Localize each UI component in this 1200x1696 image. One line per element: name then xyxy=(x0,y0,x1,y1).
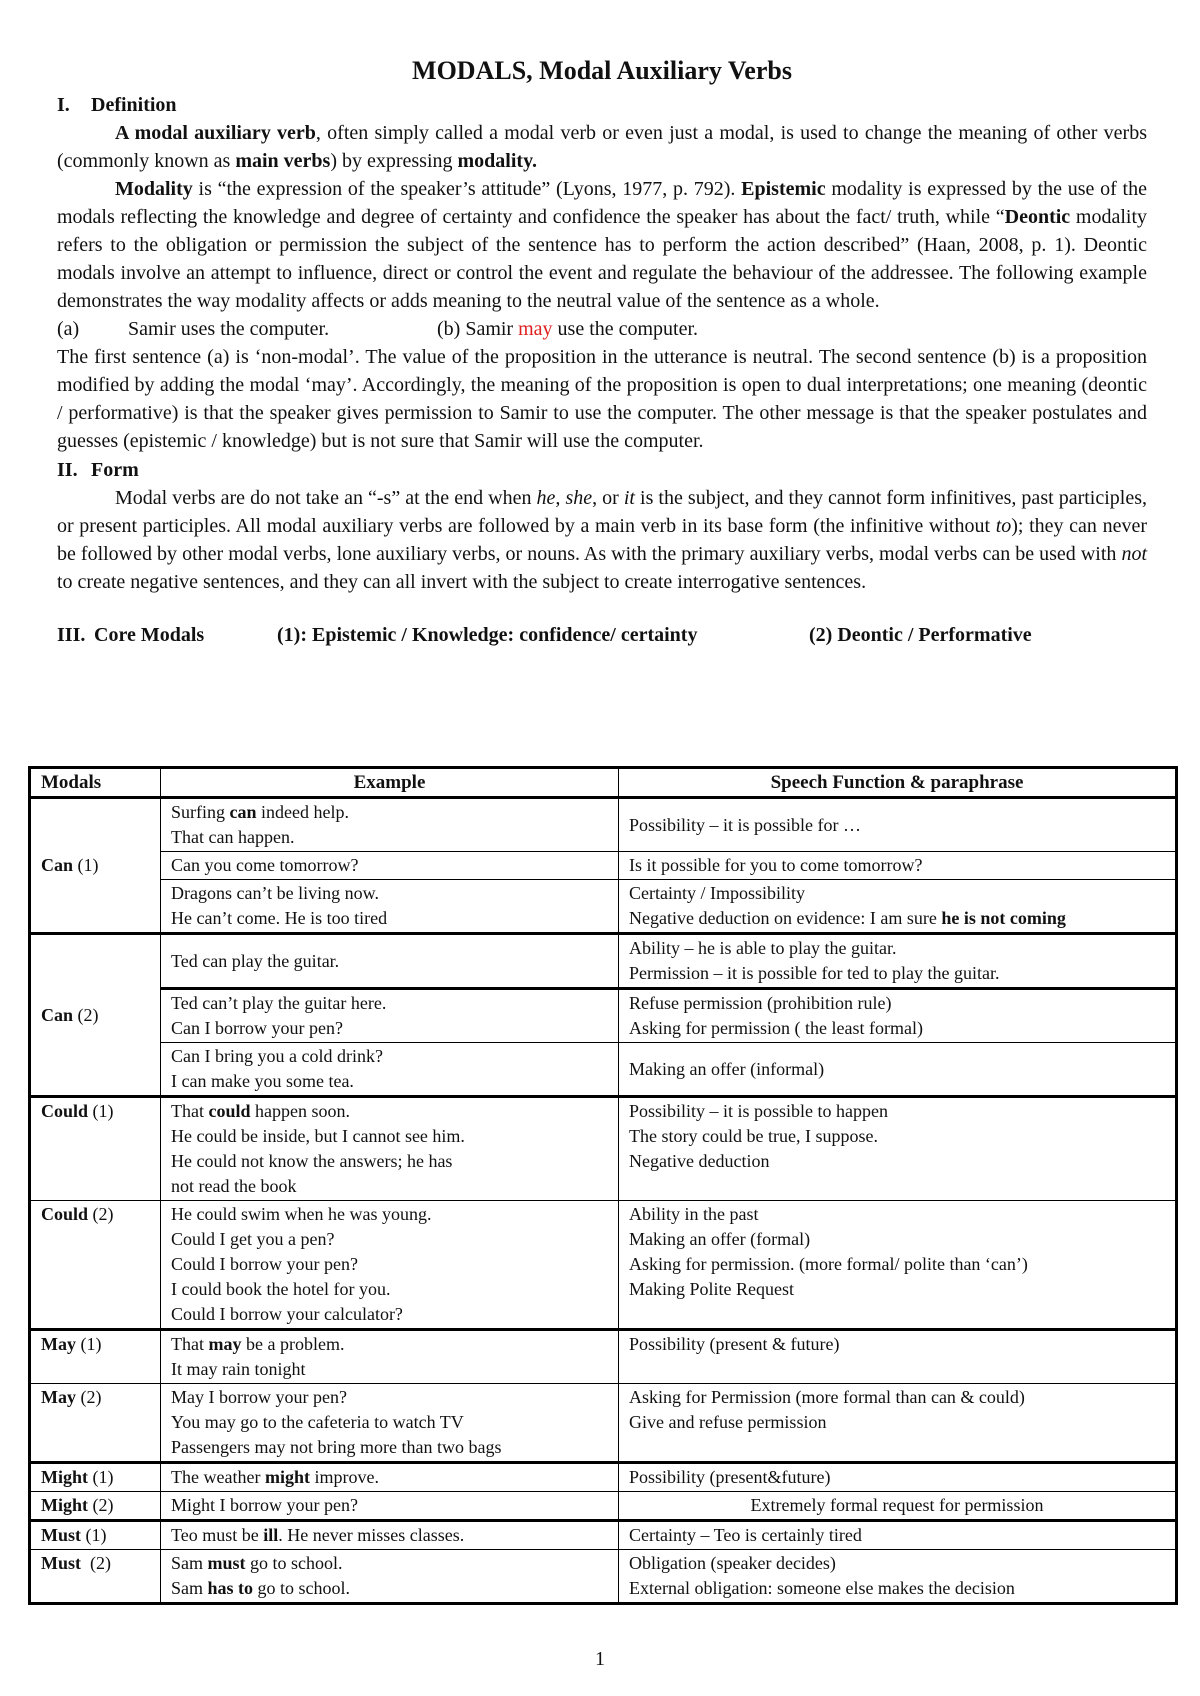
section-number: III. xyxy=(57,624,86,646)
bold: can xyxy=(229,802,257,822)
example-cell xyxy=(161,1384,619,1463)
function-cell xyxy=(619,1384,1177,1463)
section-definition-heading xyxy=(57,94,1147,117)
term-main-verbs: main verbs xyxy=(235,150,331,172)
line: Passengers may not bring more than two bags xyxy=(171,1437,502,1457)
example-a-text: Samir uses the computer. xyxy=(128,318,330,340)
text: happen soon. xyxy=(250,1101,350,1121)
modal-number: (1) xyxy=(73,855,99,875)
line xyxy=(171,1551,608,1576)
modal-name: Could xyxy=(41,1101,89,1121)
term-modal-auxiliary: A modal auxiliary verb xyxy=(115,122,316,144)
bold: ill xyxy=(263,1525,279,1545)
text: is “the expression of the speaker’s attitude” (Lyons, 1977, p. 792). xyxy=(192,178,742,200)
modal-number: (1) xyxy=(76,1334,102,1354)
line xyxy=(171,800,608,825)
text: Teo must be xyxy=(171,1525,264,1545)
modal-name: May xyxy=(41,1387,76,1407)
line: Obligation (speaker decides) xyxy=(629,1553,836,1573)
line: He could swim when he was young. xyxy=(171,1204,432,1224)
line: Asking for permission. (more formal/ polite than ‘can’) xyxy=(629,1254,1028,1274)
modal-cell xyxy=(30,1097,161,1201)
line: Permission – it is possible for ted to play the guitar. xyxy=(629,963,1000,983)
section-number: II. xyxy=(57,459,78,481)
bold: might xyxy=(264,1467,310,1487)
modal-number: (2) xyxy=(88,1495,114,1515)
bold: could xyxy=(208,1101,251,1121)
modal-number: (1) xyxy=(88,1467,114,1487)
text: Modal verbs are do not take an “-s” at the end when xyxy=(115,487,537,509)
table-row xyxy=(30,1043,1177,1097)
section-title: Core Modals xyxy=(94,624,205,646)
function-cell: Possibility (present&future) xyxy=(619,1463,1177,1492)
document-title: MODALS, Modal Auxiliary Verbs xyxy=(412,56,792,85)
line: He could be inside, but I cannot see him. xyxy=(171,1126,465,1146)
example-cell xyxy=(161,1201,619,1330)
example-cell: Ted can play the guitar. xyxy=(161,934,619,989)
header-speech-function: Speech Function & paraphrase xyxy=(619,768,1177,798)
form-paragraph xyxy=(57,484,1147,596)
line: Could I borrow your pen? xyxy=(171,1254,358,1274)
table-row xyxy=(30,1521,1177,1550)
text: Sam xyxy=(171,1578,208,1598)
modal-name: Can xyxy=(41,1004,74,1025)
line: Ability in the past xyxy=(629,1204,759,1224)
section-title: Definition xyxy=(91,94,177,116)
table-row xyxy=(30,1492,1177,1521)
text: Surfing xyxy=(171,802,230,822)
modal-number: (2) xyxy=(88,1204,114,1224)
example-cell: Might I borrow your pen? xyxy=(161,1492,619,1521)
line: Making Polite Request xyxy=(629,1279,794,1299)
line: Certainty / Impossibility xyxy=(629,883,805,903)
example-cell xyxy=(161,1521,619,1550)
table-row xyxy=(30,798,1177,852)
text: That xyxy=(171,1101,209,1121)
text: Sam xyxy=(171,1553,208,1573)
table-row xyxy=(30,1550,1177,1604)
term-modality: modality. xyxy=(457,150,537,172)
modal-name: May xyxy=(41,1334,76,1354)
example-cell xyxy=(161,1463,619,1492)
italic: not xyxy=(1121,543,1147,565)
example-b-text xyxy=(437,315,698,343)
text: modality is expressed by the use of the modals reflecting the knowledge and degree of certainty and confidence the speaker has about the fact/ truth, while “ xyxy=(57,178,1147,228)
term: Epistemic xyxy=(741,178,826,200)
line: The story could be true, I suppose. xyxy=(629,1126,878,1146)
modal-number: (2) xyxy=(81,1553,111,1573)
example-sentences xyxy=(57,315,1147,343)
modal-cell xyxy=(30,1463,161,1492)
line xyxy=(171,1099,608,1124)
text: improve. xyxy=(309,1467,379,1487)
modal-number: (2) xyxy=(73,1004,99,1025)
line: Could I get you a pen? xyxy=(171,1229,335,1249)
example-cell xyxy=(161,880,619,934)
line: It may rain tonight xyxy=(171,1359,306,1379)
line: Can I bring you a cold drink? xyxy=(171,1046,383,1066)
text: Negative deduction on evidence: I am sure xyxy=(629,908,942,928)
modal-number: (1) xyxy=(88,1101,114,1121)
table-row xyxy=(30,1384,1177,1463)
modal-name: Can xyxy=(41,855,74,875)
modal-name: Must xyxy=(41,1525,81,1545)
modal-number: (2) xyxy=(76,1387,102,1407)
line: May I borrow your pen? xyxy=(171,1387,347,1407)
term: Deontic xyxy=(1004,206,1071,228)
function-cell: Making an offer (informal) xyxy=(619,1043,1177,1097)
section-form-heading xyxy=(57,459,1147,482)
modal-name: Might xyxy=(41,1495,88,1515)
line: Ted can’t play the guitar here. xyxy=(171,993,387,1013)
example-cell xyxy=(161,989,619,1043)
section-core-modals-heading xyxy=(57,624,1147,654)
text: use the computer. xyxy=(552,318,699,340)
highlight-may: may xyxy=(518,318,553,340)
function-cell xyxy=(619,989,1177,1043)
italic: it xyxy=(623,487,635,509)
line: Could I borrow your calculator? xyxy=(171,1304,403,1324)
function-cell xyxy=(619,1097,1177,1201)
example-cell xyxy=(161,1550,619,1604)
text: , or xyxy=(592,487,624,509)
function-cell: Extremely formal request for permission xyxy=(619,1492,1177,1521)
text: go to school. xyxy=(245,1553,343,1573)
modal-name: Could xyxy=(41,1204,89,1224)
modal-cell xyxy=(30,934,161,1097)
example-cell xyxy=(161,798,619,852)
modal-cell xyxy=(30,1201,161,1330)
function-cell: Certainty – Teo is certainly tired xyxy=(619,1521,1177,1550)
line xyxy=(171,1576,608,1601)
text: is the subject, and they cannot form infinitives, past participles, or present participles. All modal auxiliary verbs are followed by a main verb in its base form (the infinitive without xyxy=(57,487,1147,537)
document-page xyxy=(57,56,1147,654)
table-row xyxy=(30,852,1177,880)
function-cell xyxy=(619,1201,1177,1330)
text: be a problem. xyxy=(241,1334,345,1354)
table-row xyxy=(30,880,1177,934)
line: Can I borrow your pen? xyxy=(171,1018,343,1038)
modal-cell xyxy=(30,1330,161,1384)
table-row xyxy=(30,989,1177,1043)
section-number: I. xyxy=(57,94,70,116)
example-a-label: (a) xyxy=(57,318,80,340)
definition-paragraph xyxy=(57,119,1147,175)
text: . He never misses classes. xyxy=(278,1525,465,1545)
text: to create negative sentences, and they can all invert with the subject to create interrogative sentences. xyxy=(57,571,867,593)
bold: must xyxy=(207,1553,246,1573)
modal-cell xyxy=(30,1521,161,1550)
function-cell: Possibility – it is possible for … xyxy=(619,798,1177,852)
section-title: Form xyxy=(91,459,139,481)
table-row xyxy=(30,1201,1177,1330)
line: Dragons can’t be living now. xyxy=(171,883,379,903)
line: External obligation: someone else makes the decision xyxy=(629,1578,1015,1598)
table-row xyxy=(30,1463,1177,1492)
function-cell: Possibility (present & future) xyxy=(619,1330,1177,1384)
text: indeed help. xyxy=(256,802,349,822)
line: He could not know the answers; he has xyxy=(171,1151,453,1171)
line: Give and refuse permission xyxy=(629,1412,827,1432)
header-example: Example xyxy=(161,768,619,798)
italic: to xyxy=(995,515,1012,537)
function-cell xyxy=(619,1550,1177,1604)
function-cell xyxy=(619,934,1177,989)
modal-name: Might xyxy=(41,1467,88,1487)
bold: has to xyxy=(207,1578,254,1598)
line: Possibility – it is possible to happen xyxy=(629,1101,889,1121)
line: That can happen. xyxy=(171,827,295,847)
deontic-label: (2) Deontic / Performative xyxy=(809,624,1032,646)
term: Modality xyxy=(115,178,193,200)
example-cell xyxy=(161,1043,619,1097)
line: Asking for permission ( the least formal) xyxy=(629,1018,923,1038)
table-row xyxy=(30,1097,1177,1201)
function-cell: Is it possible for you to come tomorrow? xyxy=(619,852,1177,880)
modal-cell xyxy=(30,1492,161,1521)
explanation-paragraph: The first sentence (a) is ‘non-modal’. The value of the proposition in the utterance is neutral. The second sentence (b) is a proposition modified by adding the modal ‘may’. Accordingly, the meaning of the proposition is open to dual interpretations; one meaning (deontic / performative) is that the speaker gives permission to Samir to use the computer. The other message is that the speaker postulates and guesses (epistemic / knowledge) but is not sure that Samir will use the computer. xyxy=(57,346,1147,452)
bold: may xyxy=(208,1334,242,1354)
modal-cell xyxy=(30,798,161,934)
line: Making an offer (formal) xyxy=(629,1229,811,1249)
text: go to school. xyxy=(253,1578,351,1598)
line: You may go to the cafeteria to watch TV xyxy=(171,1412,464,1432)
line: Refuse permission (prohibition rule) xyxy=(629,993,892,1013)
line: not read the book xyxy=(171,1176,297,1196)
modal-name: Must xyxy=(41,1553,81,1573)
text: (b) Samir xyxy=(437,318,519,340)
text: ) by expressing xyxy=(330,150,458,172)
text: That xyxy=(171,1334,209,1354)
modality-paragraph xyxy=(57,175,1147,315)
example-cell: Can you come tomorrow? xyxy=(161,852,619,880)
text: modality refers to the obligation or permission the subject of the sentence has to perform the action described” (Haan, 2008, p. 1). Deontic modals involve an attempt to influence, direct or control the event and regulate the behaviour of the addressee. The following example demonstrates the way modality affects or adds meaning to the neutral value of the sentence as a whole. xyxy=(57,206,1147,312)
line: He can’t come. He is too tired xyxy=(171,908,388,928)
line: Ability – he is able to play the guitar. xyxy=(629,938,897,958)
line xyxy=(171,1332,608,1357)
line: I can make you some tea. xyxy=(171,1071,354,1091)
page-number: 1 xyxy=(595,1648,605,1670)
table-header-row xyxy=(30,768,1177,798)
text: , often simply called a modal verb or even just a modal, is used to change the meaning of other verbs (commonly known as xyxy=(57,122,1147,172)
table-row xyxy=(30,1330,1177,1384)
bold: he is not coming xyxy=(941,908,1066,928)
modal-cell xyxy=(30,1384,161,1463)
function-cell xyxy=(619,880,1177,934)
epistemic-label: (1): Epistemic / Knowledge: confidence/ certainty xyxy=(277,624,698,646)
line: I could book the hotel for you. xyxy=(171,1279,391,1299)
line: Asking for Permission (more formal than can & could) xyxy=(629,1387,1025,1407)
line: Negative deduction xyxy=(629,1151,770,1171)
text: The weather xyxy=(171,1467,265,1487)
table-row xyxy=(30,934,1177,989)
italic: he, she xyxy=(536,487,593,509)
header-modals: Modals xyxy=(30,768,161,798)
modal-cell xyxy=(30,1550,161,1604)
example-cell xyxy=(161,1330,619,1384)
example-cell xyxy=(161,1097,619,1201)
modals-table xyxy=(28,766,1178,1605)
modal-number: (1) xyxy=(81,1525,107,1545)
text: ); they can never be followed by other modal verbs, lone auxiliary verbs, or nouns. As with the primary auxiliary verbs, modal verbs can be used with xyxy=(57,515,1147,565)
